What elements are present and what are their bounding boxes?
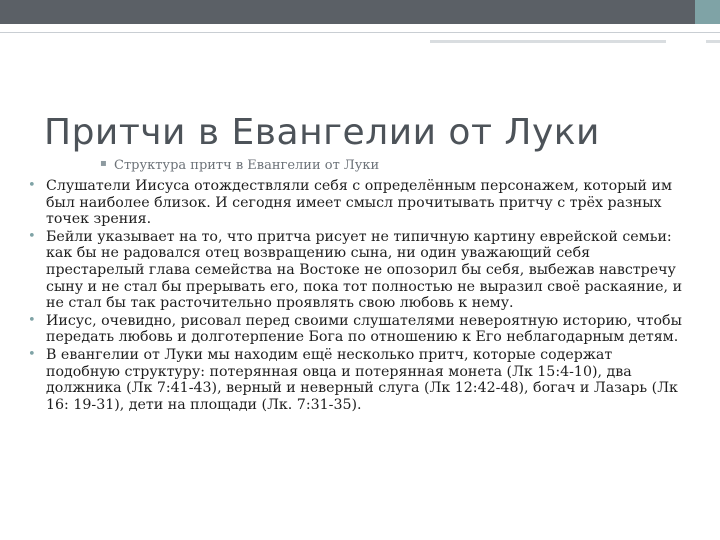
bullet-list: [28, 178, 690, 414]
bullet-item: [28, 313, 690, 346]
bullet-text: В евангелии от Луки мы находим ещё несколько притч, которые содержат подобную структуру: потерянная овца и потерянная монета (Лк 15:4-10), два должника (Лк 7:41-43), верный и неверный слуга (Лк 12:42-48), богач и Лазарь (Лк 16: 19-31), дети на площади (Лк. 7:31-35).: [46, 346, 678, 413]
subtitle-text: Структура притч в Евангелии от Луки: [114, 158, 380, 173]
bullet-icon: •: [28, 312, 36, 328]
bullet-icon: •: [28, 346, 36, 362]
bullet-text: Слушатели Иисуса отождествляли себя с определённым персонажем, который им был наиболее близок. И сегодня имеет смысл прочитывать притчу с трёх разных точек зрения.: [46, 178, 672, 228]
header-accent-line-right: [706, 40, 720, 43]
header-accent-line: [430, 40, 666, 43]
top-decorative-bar: [0, 0, 720, 24]
sub-bullet-icon: ▪: [100, 158, 107, 169]
top-bar-dark-segment: [0, 0, 695, 24]
bullet-item: [28, 229, 690, 312]
bullet-text: Иисус, очевидно, рисовал перед своими слушателями невероятную историю, чтобы передать любовь и долготерпение Бога по отношению к Его неблагодарным детям.: [46, 312, 682, 346]
bullet-icon: •: [28, 178, 36, 193]
slide-subtitle: [100, 158, 379, 173]
bullet-item: [28, 178, 690, 228]
header-divider: [0, 32, 720, 33]
bullet-item: [28, 347, 690, 413]
top-bar-accent-segment: [695, 0, 720, 24]
slide-title: Притчи в Евангелии от Луки: [44, 112, 600, 153]
bullet-icon: •: [28, 228, 36, 244]
bullet-text: Бейли указывает на то, что притча рисует не типичную картину еврейской семьи: как бы не радовался отец возвращению сына, ни один уважающий себя престарелый глава семейства на Востоке не опозорил бы себя, выбежав навстречу сыну и не стал бы прерывать его, пока тот полностью не выразил своё раскаяние, и не стал бы так расточительно проявлять свою любовь к нему.: [46, 228, 683, 312]
